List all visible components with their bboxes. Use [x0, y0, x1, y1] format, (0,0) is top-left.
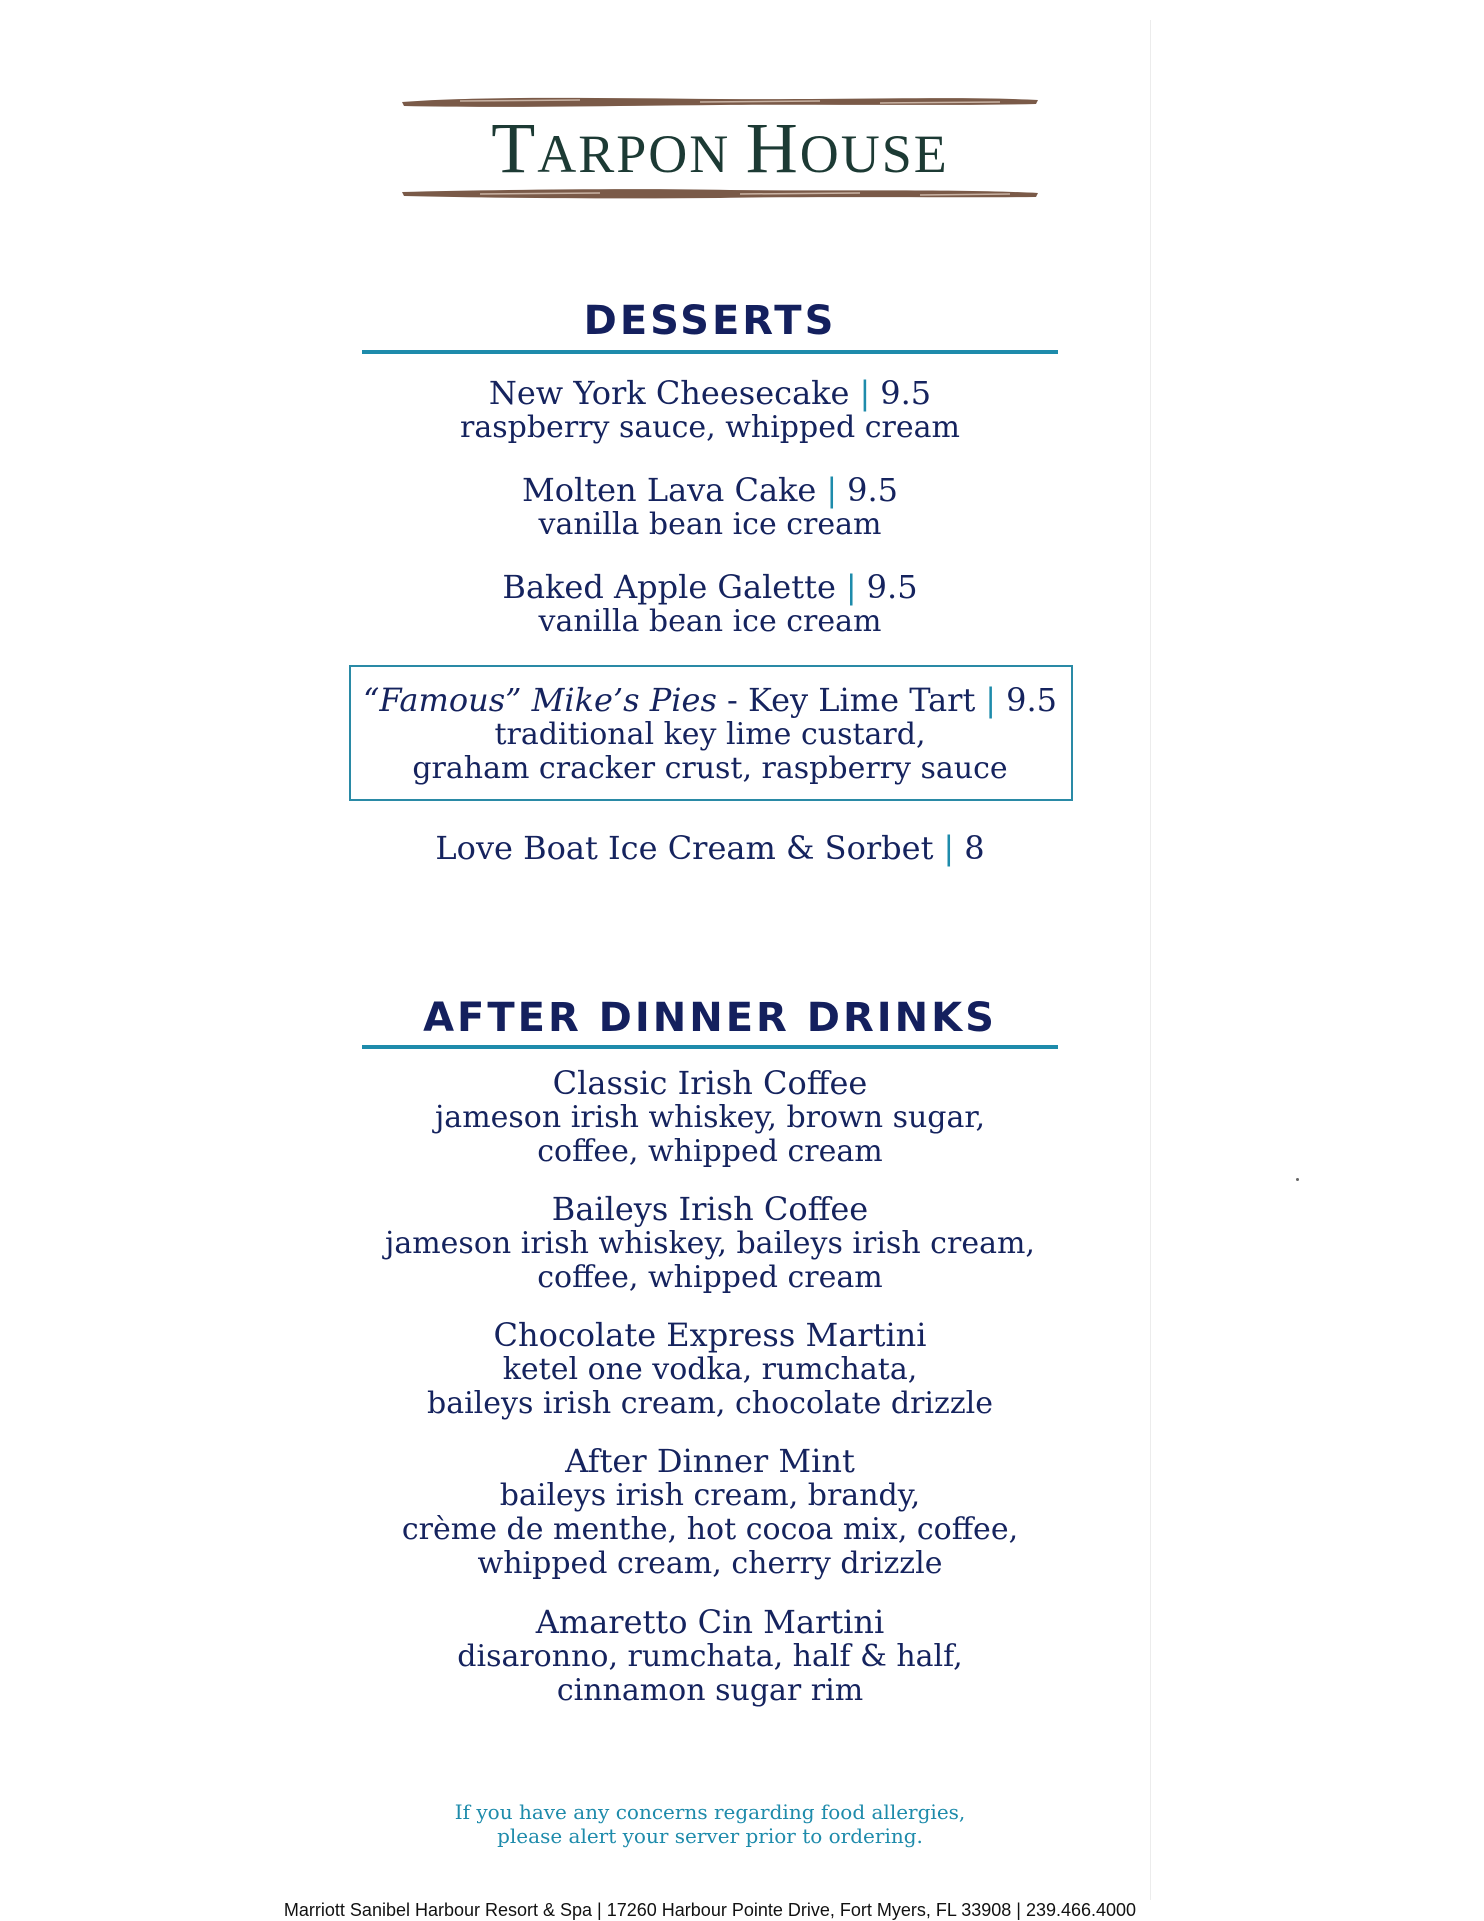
price-separator: | [985, 681, 997, 719]
dessert-price: 9.5 [880, 374, 932, 412]
dessert-name-line [300, 830, 1120, 866]
drink-description-2: cinnamon sugar rim [556, 1673, 864, 1708]
featured-price: 9.5 [1006, 681, 1057, 719]
dessert-name: New York Cheesecake [488, 374, 850, 412]
brush-stroke-bottom [400, 184, 1040, 204]
drink-name: Classic Irish Coffee [552, 1064, 868, 1102]
price-separator: | [943, 829, 955, 867]
featured-brand: “Famous” Mike’s Pies [363, 681, 717, 719]
drink-name: After Dinner Mint [565, 1442, 855, 1480]
drink-description-1: disaronno, rumchata, half & half, [457, 1639, 963, 1674]
drinks-rule [362, 1045, 1058, 1049]
featured-dessert [300, 682, 1120, 786]
dessert-item [300, 569, 1120, 639]
dessert-name: Love Boat Ice Cream & Sorbet [435, 829, 934, 867]
dessert-price: 8 [964, 829, 985, 867]
drink-description-2: coffee, whipped cream [537, 1260, 883, 1295]
dessert-item [300, 830, 1120, 866]
dessert-item [300, 472, 1120, 542]
drink-item [300, 1443, 1120, 1581]
footer-address: Marriott Sanibel Harbour Resort & Spa | 17260 Harbour Pointe Drive, Fort Myers, FL 33908 | 239.466.4000 [283, 1900, 1137, 1920]
dessert-item [300, 375, 1120, 445]
drink-name: Chocolate Express Martini [493, 1316, 927, 1354]
dessert-price: 9.5 [866, 568, 918, 606]
drink-description-2: baileys irish cream, chocolate drizzle [427, 1386, 993, 1421]
drink-description-1: jameson irish whiskey, brown sugar, [435, 1100, 985, 1135]
drinks-heading: AFTER DINNER DRINKS [423, 995, 997, 1041]
dessert-name: Baked Apple Galette [502, 568, 836, 606]
drink-item [300, 1317, 1120, 1421]
desserts-rule [362, 350, 1058, 354]
desserts-heading: DESSERTS [583, 298, 837, 344]
drink-item [300, 1191, 1120, 1295]
price-separator: | [826, 471, 838, 509]
page-edge-line [1150, 20, 1151, 1900]
drink-description-1: baileys irish cream, brandy, [499, 1478, 921, 1513]
dessert-price: 9.5 [847, 471, 899, 509]
drink-item [300, 1065, 1120, 1169]
drink-description-2: crème de menthe, hot cocoa mix, coffee, [401, 1512, 1019, 1547]
allergy-line-2: please alert your server prior to ordering. [497, 1824, 923, 1848]
drink-description-2: coffee, whipped cream [537, 1134, 883, 1169]
drink-item [300, 1604, 1120, 1708]
drink-description-3: whipped cream, cherry drizzle [477, 1546, 943, 1581]
dessert-description: raspberry sauce, whipped cream [460, 410, 960, 445]
price-separator: | [859, 374, 871, 412]
featured-name-line [300, 682, 1120, 718]
dessert-name-line [300, 569, 1120, 605]
dessert-description: vanilla bean ice cream [538, 507, 882, 542]
dessert-name-line [300, 375, 1120, 411]
title-initial-1: T [491, 108, 538, 188]
title-part-1: ARPON [537, 124, 746, 184]
title-initial-2: H [745, 108, 800, 188]
price-separator: | [845, 568, 857, 606]
dessert-name-line [300, 472, 1120, 508]
drink-name: Baileys Irish Coffee [551, 1190, 869, 1228]
allergy-notice [300, 1800, 1120, 1848]
dessert-name: Molten Lava Cake [521, 471, 817, 509]
allergy-line-1: If you have any concerns regarding food allergies, [454, 1800, 966, 1824]
dessert-description: vanilla bean ice cream [538, 604, 882, 639]
tarpon-house-logo [400, 88, 1040, 208]
drink-description-1: jameson irish whiskey, baileys irish cream, [385, 1226, 1035, 1261]
featured-name: - Key Lime Tart [716, 681, 976, 719]
drink-name: Amaretto Cin Martini [535, 1603, 885, 1641]
featured-description-2: graham cracker crust, raspberry sauce [412, 751, 1008, 786]
featured-description-1: traditional key lime custard, [494, 717, 926, 752]
restaurant-name [400, 108, 1040, 194]
drink-description-1: ketel one vodka, rumchata, [502, 1352, 918, 1387]
title-part-2: OUSE [799, 124, 949, 184]
scan-speck [1296, 1178, 1299, 1181]
